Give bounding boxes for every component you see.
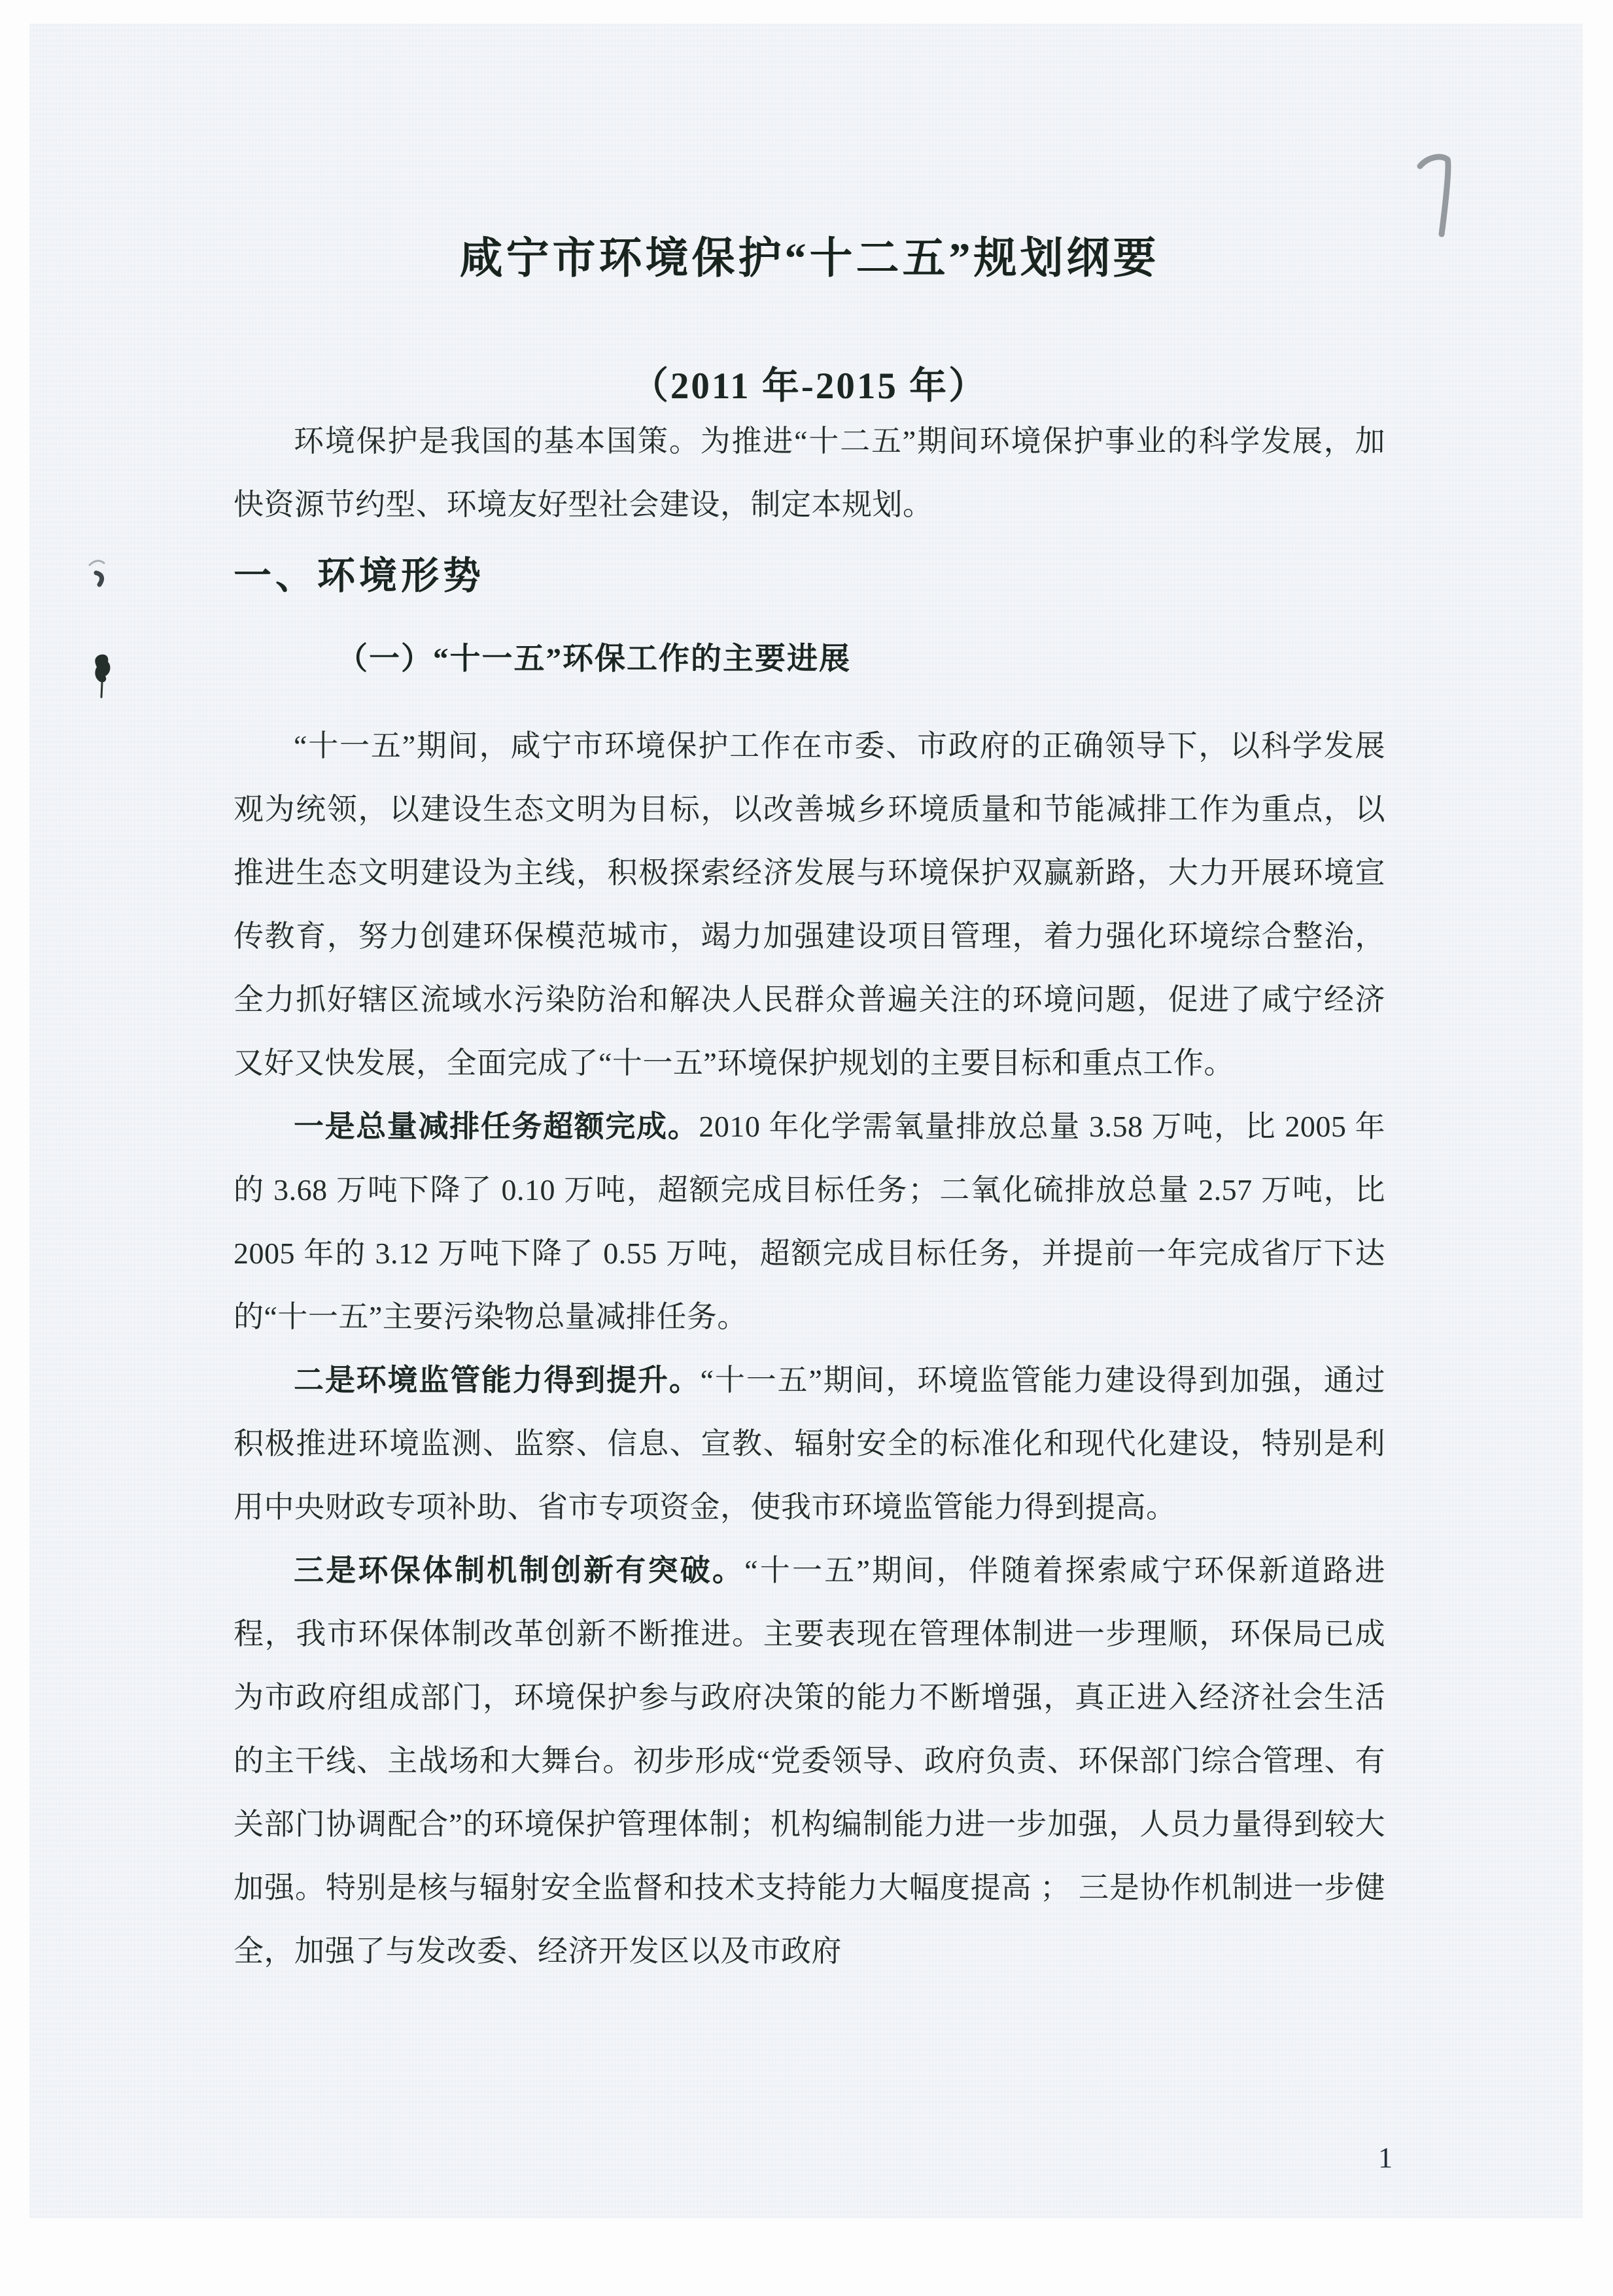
paragraph-lead: 二是环境监管能力得到提升。: [294, 1363, 701, 1397]
paragraph-supervision-capacity: [234, 1348, 1385, 1539]
paragraph-text: “十一五”期间，咸宁市环境保护工作在市委、市政府的正确领导下，以科学发展观为统领，以建设生态文明为目标，以改善城乡环境质量和节能减排工作为重点，以推进生态文明建设为主线，积极探索经济发展与环境保护双赢新路，大力开展环境宣传教育，努力创建环保模范城市，竭力加强建设项目管理，着力强化环境综合整治，全力抓好辖区流域水污染防治和解决人民群众普遍关注的环境问题，促进了咸宁经济又好又快发展，全面完成了“十一五”环境保护规划的主要目标和重点工作。: [234, 728, 1385, 1080]
paragraph-lead: 一是总量减排任务超额完成。: [294, 1109, 699, 1143]
document-content: [29, 24, 1583, 1983]
document-title: 咸宁市环境保护“十二五”规划纲要: [459, 235, 1160, 283]
page-number: 1: [1378, 2142, 1393, 2174]
section-body: [234, 714, 1385, 1983]
paragraph-system-innovation: [234, 1539, 1385, 1983]
paragraph-lead: 三是环保体制机制创新有突破。: [294, 1553, 745, 1587]
paragraph-text: “十一五”期间，伴随着探索咸宁环保新道路进程，我市环保体制改革创新不断推进。主要表现在管理体制进一步理顺，环保局已成为市政府组成部门，环境保护参与政府决策的能力不断增强，真正进入经济社会生活的主干线、主战场和大舞台。初步形成“党委领导、政府负责、环保部门综合管理、有关部门协调配合”的环境保护管理体制；机构编制能力进一步加强，人员力量得到较大加强。特别是核与辐射安全监督和技术支持能力大幅度提高 ； 三是协作机制进一步健全，加强了与发改委、经济开发区以及市政府: [234, 1553, 1385, 1968]
section-heading: 一、环境形势: [234, 554, 485, 597]
document-subtitle: （2011 年-2015 年）: [631, 366, 988, 407]
intro-paragraph: 环境保护是我国的基本国策。为推进“十二五”期间环境保护事业的科学发展，加快资源节约型、环境友好型社会建设，制定本规划。: [234, 424, 1385, 521]
paragraph-text: 2010 年化学需氧量排放总量 3.58 万吨，比 2005 年的 3.68 万吨下降了 0.10 万吨，超额完成目标任务；二氧化硫排放总量 2.57 万吨，比 2005 年的 3.12 万吨下降了 0.55 万吨，超额完成目标任务，并提前一年完成省厅下达的“十一五”主要污染物总量减排任务。: [234, 1109, 1385, 1333]
subsection-heading: （一）“十一五”环保工作的主要进展: [337, 642, 851, 677]
paragraph-emission-reduction: [234, 1095, 1385, 1348]
paragraph-text: “十一五”期间，环境监管能力建设得到加强，通过积极推进环境监测、监察、信息、宣教、辐射安全的标准化和现代化建设，特别是利用中央财政专项补助、省市专项资金，使我市环境监管能力得到提高。: [234, 1363, 1386, 1524]
paper-sheet: [29, 24, 1583, 2218]
paragraph-overview: [234, 714, 1385, 1095]
